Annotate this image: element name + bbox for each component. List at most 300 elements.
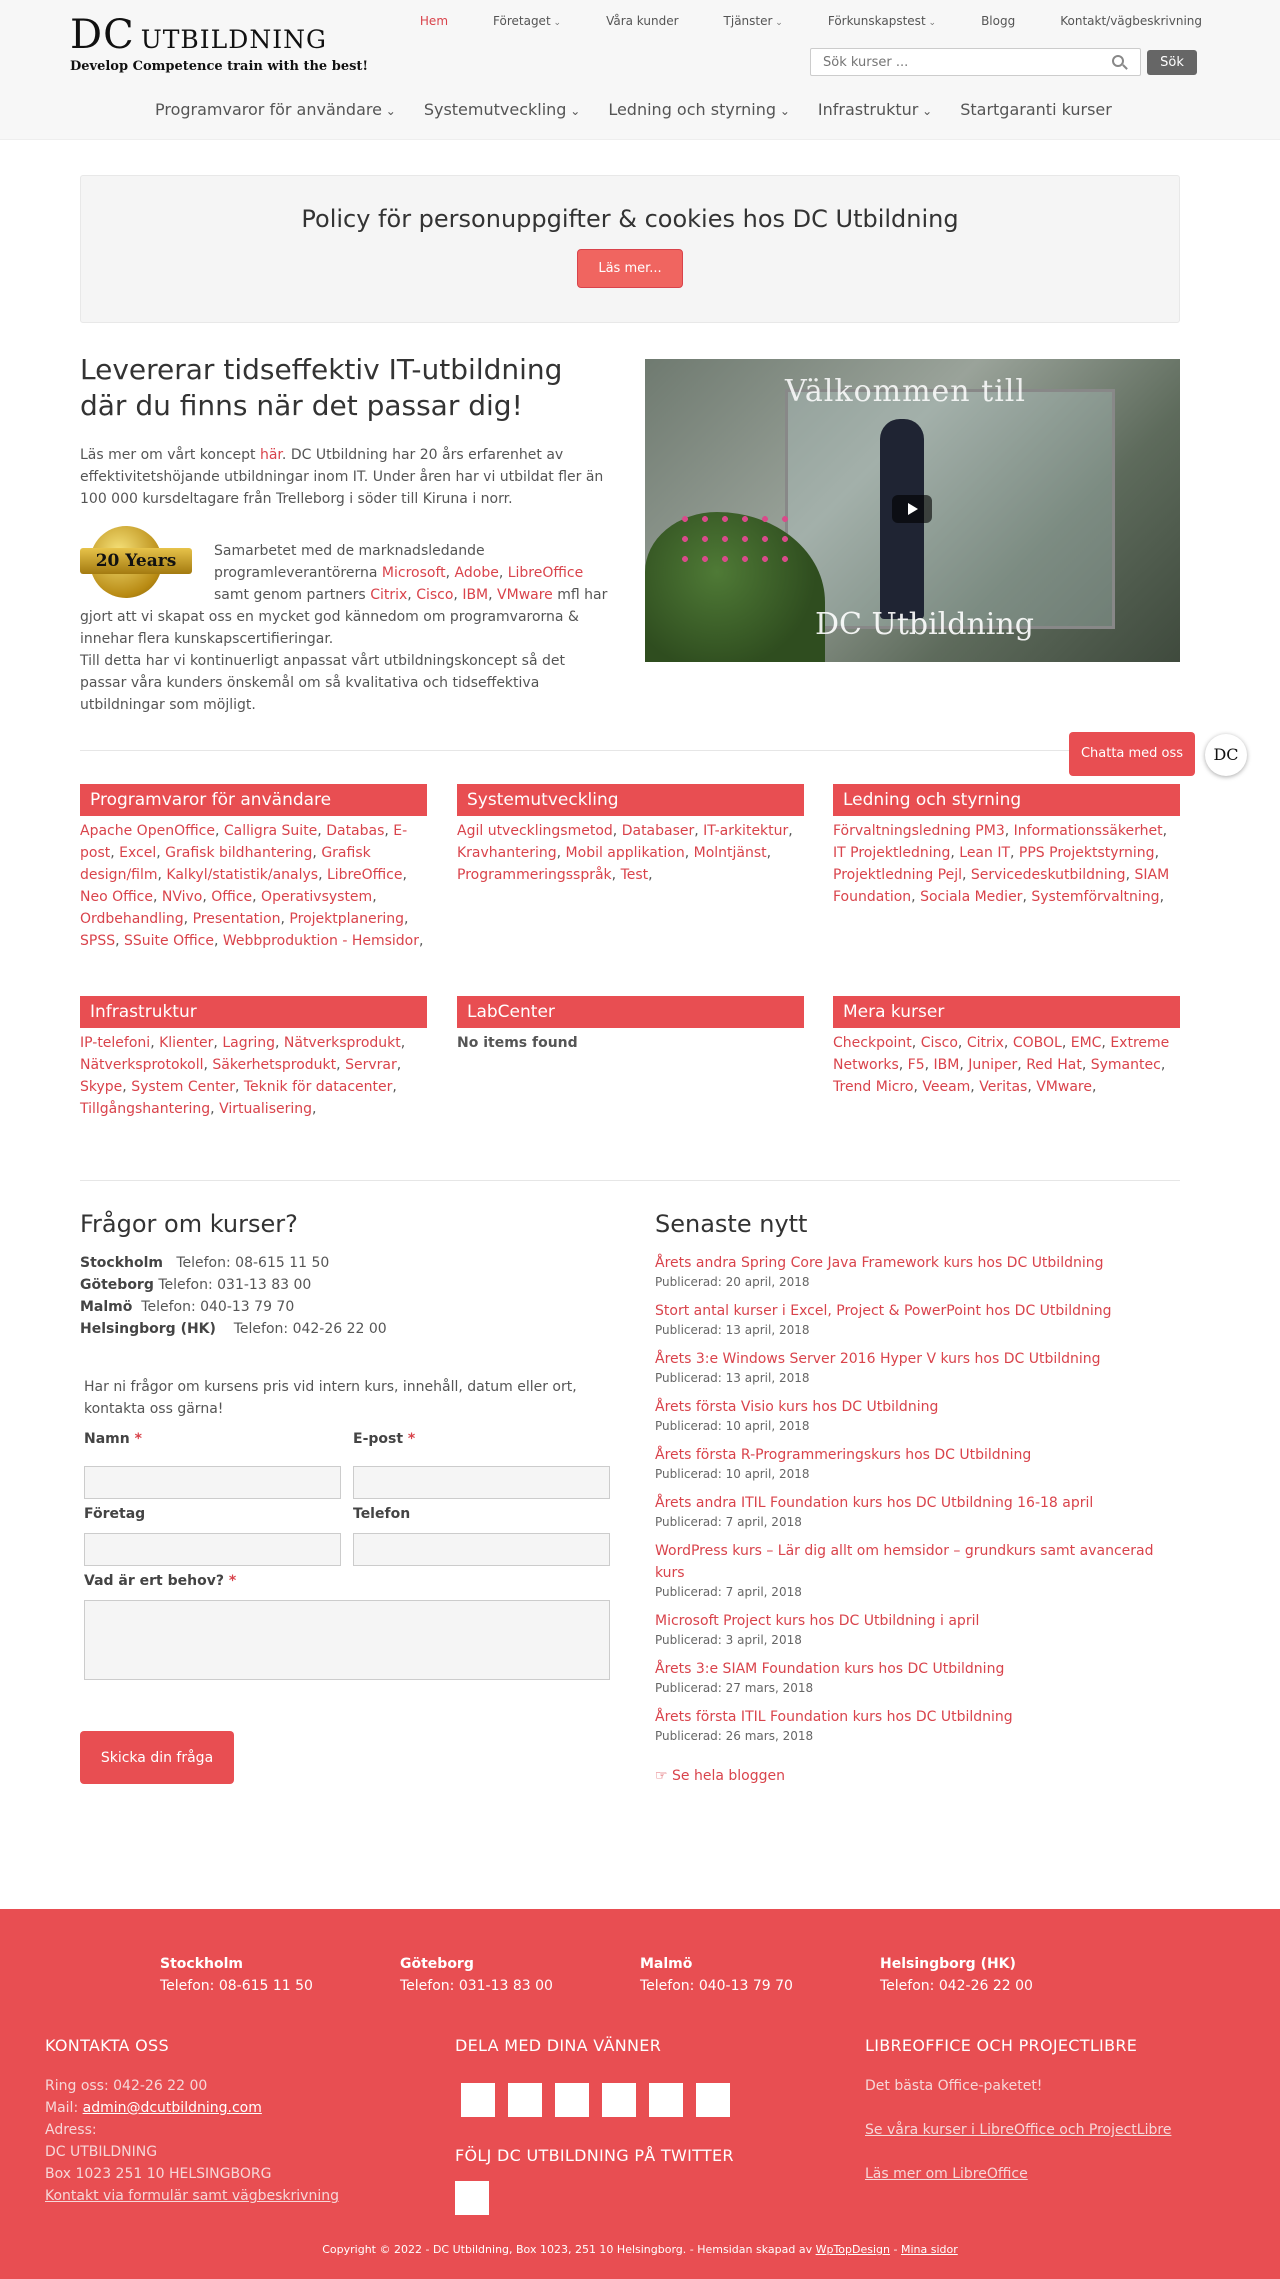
category-link[interactable]: COBOL [1012, 1035, 1062, 1051]
category-link[interactable]: Sociala Medier [920, 889, 1023, 905]
separator: , [312, 845, 322, 861]
separator: , [403, 911, 409, 927]
category-link[interactable]: Test [620, 867, 649, 883]
label-text: Namn [84, 1431, 130, 1447]
footer-office-phone: Telefon: 08-615 11 50 [160, 1978, 313, 1994]
category-title[interactable]: Systemutveckling [457, 784, 804, 816]
separator: , [203, 1057, 213, 1073]
footer-libre-text: Det bästa Office-paketet! [865, 2078, 1043, 2094]
separator: , [1022, 889, 1032, 905]
share-email-icon[interactable] [696, 2083, 730, 2117]
category-link[interactable]: Grafisk bildhantering [165, 845, 313, 861]
share-twitter-icon[interactable] [508, 2083, 542, 2117]
office-phone: Telefon: 08-615 11 50 [176, 1255, 330, 1271]
office-phone: Telefon: 040-13 79 70 [141, 1299, 295, 1315]
logo-dc: DC [70, 12, 135, 58]
category-links [457, 820, 804, 886]
category-link[interactable]: Säkerhetsprodukt [212, 1057, 337, 1073]
footer-libre-title: LIBREOFFICE OCH PROJECTLIBRE [865, 2036, 1138, 2055]
office-city: Helsingborg (HK) [80, 1321, 216, 1337]
vendor-link-microsoft[interactable]: Microsoft [381, 565, 446, 581]
separator: - [890, 2243, 901, 2256]
policy-banner [80, 175, 1180, 323]
footer-office-phone: Telefon: 031-13 83 00 [400, 1978, 553, 1994]
separator: , [312, 1101, 317, 1117]
separator: , [950, 845, 960, 861]
divider [80, 1180, 1180, 1181]
topnav-item-blogg[interactable]: Blogg [981, 14, 1016, 28]
separator: , [911, 1035, 921, 1051]
divider [80, 750, 1180, 751]
separator: , [1003, 1035, 1013, 1051]
category-link[interactable]: System Center [131, 1079, 235, 1095]
site-header [0, 0, 1280, 140]
separator: , [913, 1079, 923, 1095]
mail-label: Mail: [45, 2100, 83, 2116]
separator: , [788, 823, 793, 839]
category-box-mera-kurser [833, 996, 1180, 1098]
news-date: Publicerad: 20 april, 2018 [655, 1275, 810, 1289]
company-label: Företag [84, 1506, 146, 1522]
separator: , [157, 867, 167, 883]
search-input[interactable] [811, 49, 1091, 75]
separator: , [1101, 1035, 1111, 1051]
concept-link[interactable]: här [259, 447, 282, 463]
category-link[interactable]: IT Projektledning [833, 845, 951, 861]
office-list [80, 1252, 610, 1340]
contact-section [80, 1210, 610, 1766]
separator: , [213, 933, 223, 949]
category-link[interactable]: Calligra Suite [223, 823, 318, 839]
news-link[interactable]: Årets andra Spring Core Java Framework kurs hos DC Utbildning [655, 1255, 1104, 1271]
logo-name: UTBILDNING [140, 25, 327, 54]
category-link[interactable]: Projektledning Pejl [833, 867, 963, 883]
news-date: Publicerad: 10 april, 2018 [655, 1419, 810, 1433]
category-link[interactable]: Veritas [979, 1079, 1028, 1095]
news-date: Publicerad: 13 april, 2018 [655, 1371, 810, 1385]
separator: , [152, 889, 162, 905]
footer-office [160, 1953, 400, 1997]
separator: , [318, 867, 327, 883]
footer-address-label: Adress: [45, 2122, 97, 2138]
intro-section [80, 352, 610, 716]
search-icon[interactable] [1112, 55, 1124, 67]
separator: , [214, 823, 224, 839]
news-item [655, 1300, 1180, 1338]
news-item [655, 1348, 1180, 1386]
separator: , [766, 845, 772, 861]
category-link[interactable]: Informationssäkerhet [1013, 823, 1163, 839]
news-date: Publicerad: 3 april, 2018 [655, 1633, 802, 1647]
office-item [80, 1252, 610, 1274]
intro-text: Läs mer om vårt koncept [80, 447, 260, 463]
office-phone: Telefon: 031-13 83 00 [158, 1277, 312, 1293]
separator: , [648, 867, 653, 883]
share-facebook-icon[interactable] [461, 2083, 495, 2117]
policy-title: Policy för personuppgifter & cookies hos DC Utbildning [301, 205, 959, 233]
category-link[interactable]: Extreme Networks [833, 1035, 1170, 1073]
badge-label: 20 Years [80, 548, 192, 574]
category-link[interactable]: Nätverksprotokoll [80, 1057, 204, 1073]
category-link[interactable]: PPS Projektstyrning [1018, 845, 1155, 861]
topnav-item-tjanster[interactable]: Tjänster ⌄ [724, 14, 783, 28]
category-link[interactable]: Lean IT [959, 845, 1011, 861]
video-scene-entrance [785, 389, 1115, 629]
footer-libre-info-link[interactable]: Läs mer om LibreOffice [865, 2166, 1028, 2182]
category-link[interactable]: Servicedeskutbildning [970, 867, 1126, 883]
separator: , [115, 933, 125, 949]
need-label [84, 1570, 610, 1592]
category-link[interactable]: SSuite Office [124, 933, 214, 949]
separator: , [392, 1079, 397, 1095]
mainnav-item-systemutveckling[interactable]: Systemutveckling ⌄ [424, 100, 581, 119]
separator: , [694, 823, 704, 839]
label-text: E-post [353, 1431, 404, 1447]
category-link[interactable]: Grafisk design/film [80, 845, 371, 883]
category-link[interactable]: Nätverksprodukt [283, 1035, 401, 1051]
footer-address-line: Box 1023 251 10 HELSINGBORG [45, 2166, 272, 2182]
category-link[interactable]: Lagring [222, 1035, 275, 1051]
category-link[interactable]: Ordbehandling [80, 911, 184, 927]
separator: , [122, 1079, 132, 1095]
category-link[interactable]: Teknik för datacenter [243, 1079, 393, 1095]
separator: , [1017, 1057, 1027, 1073]
separator: , [210, 1101, 220, 1117]
separator: , [400, 1035, 406, 1051]
category-link[interactable]: Operativsystem [261, 889, 373, 905]
news-item [655, 1252, 1180, 1290]
share-pinterest-icon[interactable] [649, 2083, 683, 2117]
office-city: Stockholm [80, 1255, 163, 1271]
phone-label: Telefon [353, 1506, 411, 1522]
category-link[interactable]: LibreOffice [326, 867, 403, 883]
footer-office-city: Stockholm [160, 1956, 243, 1972]
intro-paragraph-1 [80, 444, 610, 510]
separator: , [336, 1057, 346, 1073]
news-item [655, 1706, 1180, 1744]
separator: , [234, 1079, 244, 1095]
search-button[interactable]: Sök [1147, 50, 1197, 75]
footer-share-title: DELA MED DINA VÄNNER [455, 2036, 662, 2055]
category-link[interactable]: Programmeringsspråk [457, 867, 612, 883]
category-link[interactable]: Apache OpenOffice [80, 823, 215, 839]
topnav-item-forkunskapstest[interactable]: Förkunskapstest ⌄ [828, 14, 936, 28]
footer-share [455, 2035, 795, 2215]
separator: , [1081, 1057, 1091, 1073]
category-link[interactable]: Databaser [621, 823, 695, 839]
office-phone: Telefon: 042-26 22 00 [233, 1321, 387, 1337]
news-section [655, 1210, 1180, 1784]
footer-offices [160, 1953, 1120, 1997]
news-date: Publicerad: 13 april, 2018 [655, 1323, 810, 1337]
footer-office-city: Göteborg [400, 1956, 474, 1972]
intro-text: . DC Utbildning har 20 års erfarenhet av effektivitetshöjande utbildningar inom IT. Under åren har vi utbildat fler än 100 000 kursdeltagare från Trelleborg i söder till Kiruna i norr. [80, 447, 604, 507]
news-date: Publicerad: 7 april, 2018 [655, 1515, 802, 1529]
category-links [80, 820, 427, 952]
footer-address-line: DC UTBILDNING [45, 2144, 158, 2160]
separator: , [384, 823, 394, 839]
footer-office [400, 1953, 640, 1997]
news-date: Publicerad: 10 april, 2018 [655, 1467, 810, 1481]
office-item [80, 1296, 610, 1318]
category-link[interactable]: Veeam [922, 1079, 971, 1095]
topnav-item-kontakt[interactable]: Kontakt/vägbeskrivning [1060, 14, 1202, 28]
email-field[interactable] [353, 1466, 610, 1499]
category-link[interactable]: Citrix [966, 1035, 1004, 1051]
category-links [80, 1032, 427, 1120]
category-link[interactable]: Presentation [192, 911, 281, 927]
category-link[interactable]: Virtualisering [219, 1101, 313, 1117]
news-item [655, 1658, 1180, 1696]
category-link[interactable]: Klienter [159, 1035, 214, 1051]
mainnav-item-startgaranti[interactable]: Startgaranti kurser [960, 100, 1112, 119]
category-link[interactable]: NVivo [161, 889, 203, 905]
category-link[interactable]: IP-telefoni [80, 1035, 151, 1051]
vendor-link-adobe[interactable]: Adobe [454, 565, 499, 581]
phone-field[interactable] [353, 1533, 610, 1566]
footer-office-city: Helsingborg (HK) [880, 1956, 1016, 1972]
partner-link-vmware[interactable]: VMware [497, 587, 553, 603]
news-link[interactable]: Årets 3:e Windows Server 2016 Hyper V kurs hos DC Utbildning [655, 1351, 1101, 1367]
category-link[interactable]: Kalkyl/statistik/analys [166, 867, 319, 883]
separator: , [1010, 845, 1019, 861]
category-link[interactable]: Neo Office [80, 889, 153, 905]
category-title[interactable]: Mera kurser [833, 996, 1180, 1028]
news-item [655, 1540, 1180, 1600]
footer-office-city: Malmö [640, 1956, 693, 1972]
separator: , [611, 867, 621, 883]
separator: , [156, 845, 166, 861]
separator: , [150, 1035, 160, 1051]
news-link[interactable]: Årets första Visio kurs hos DC Utbildning [655, 1399, 939, 1415]
category-link[interactable]: Webbproduktion - Hemsidor [222, 933, 420, 949]
separator: , [1027, 1079, 1037, 1095]
footer-twitter-title: FÖLJ DC UTBILDNING PÅ TWITTER [455, 2146, 734, 2165]
intro-paragraph-3: Till detta har vi kontinuerligt anpassat vårt utbildningskoncept så det passar våra kunders önskemål om så kvalitativa och tidseffektiva utbildningar som möjligt. [80, 653, 565, 713]
intro-video[interactable] [645, 359, 1180, 662]
separator: , [252, 889, 262, 905]
main-navigation [155, 100, 1140, 119]
news-list [655, 1252, 1180, 1744]
required-marker: * [407, 1431, 416, 1447]
separator: , [684, 845, 694, 861]
footer-contact-title: KONTAKTA OSS [45, 2036, 169, 2055]
news-item [655, 1444, 1180, 1482]
footer-mail-link[interactable]: admin@dcutbildning.com [82, 2100, 262, 2116]
email-label [353, 1428, 610, 1450]
name-field[interactable] [84, 1466, 341, 1499]
required-marker: * [134, 1431, 142, 1447]
news-link[interactable]: Årets 3:e SIAM Foundation kurs hos DC Utbildning [655, 1661, 1005, 1677]
footer-office-phone: Telefon: 042-26 22 00 [880, 1978, 1033, 1994]
category-links [833, 1032, 1180, 1098]
category-title[interactable]: Programvaror för användare [80, 784, 427, 816]
separator: , [372, 889, 377, 905]
video-title-brand: DC Utbildning [815, 607, 1034, 642]
all-posts-label[interactable]: Se hela bloggen [672, 1768, 785, 1784]
share-linkedin-icon[interactable] [555, 2083, 589, 2117]
need-textarea[interactable] [84, 1600, 610, 1680]
category-link[interactable]: Systemförvaltning [1031, 889, 1160, 905]
partner-link-ibm[interactable]: IBM [462, 587, 489, 603]
news-link[interactable]: Årets första R-Programmeringskurs hos DC Utbildning [655, 1447, 1032, 1463]
category-link[interactable]: Excel [119, 845, 157, 861]
category-link[interactable]: IBM [933, 1057, 960, 1073]
chat-button[interactable]: Chatta med oss [1069, 732, 1195, 776]
category-link[interactable]: Databas [326, 823, 385, 839]
category-link[interactable]: Juniper [968, 1057, 1018, 1073]
category-box-labcenter [457, 996, 804, 1054]
topnav-item-foretaget[interactable]: Företaget ⌄ [493, 14, 561, 28]
partner-link-cisco[interactable]: Cisco [416, 587, 454, 603]
footer-libre-courses-link[interactable]: Se våra kurser i LibreOffice och ProjectLibre [865, 2122, 1172, 2138]
news-title: Senaste nytt [655, 1210, 808, 1238]
footer-form-link[interactable]: Kontakt via formulär samt vägbeskrivning [45, 2188, 339, 2204]
video-scene-flowers [675, 509, 795, 569]
thumb-icon: ☞ [655, 1768, 668, 1784]
site-logo[interactable] [70, 12, 368, 74]
category-link[interactable]: IT-arkitektur [703, 823, 789, 839]
partner-link-citrix[interactable]: Citrix [370, 587, 408, 603]
name-label [84, 1428, 341, 1450]
footer-phone: Ring oss: 042-26 22 00 [45, 2078, 208, 2094]
separator: , [183, 911, 193, 927]
intro-text: Samarbetet med de marknadsledande programleverantörerna [214, 543, 485, 581]
footer-office [640, 1953, 880, 1997]
share-google-icon[interactable] [602, 2083, 636, 2117]
category-link[interactable]: SIAM Foundation [833, 867, 1170, 905]
category-box-programvaror [80, 784, 427, 952]
news-item [655, 1396, 1180, 1434]
vendor-link-libreoffice[interactable]: LibreOffice [507, 565, 584, 581]
intro-text: samt genom partners [214, 587, 371, 603]
share-buttons [461, 2083, 795, 2117]
category-link[interactable]: Cisco [920, 1035, 958, 1051]
form-intro: Har ni frågor om kursens pris vid intern kurs, innehåll, datum eller ort, kontakta oss gärna! [84, 1379, 577, 1417]
news-link[interactable]: Stort antal kurser i Excel, Project & PowerPoint hos DC Utbildning [655, 1303, 1112, 1319]
category-link[interactable]: Symantec [1090, 1057, 1161, 1073]
twenty-years-badge [80, 526, 192, 598]
footer-mail [45, 2097, 385, 2119]
all-posts-link[interactable] [655, 1768, 1180, 1784]
news-link[interactable]: Microsoft Project kurs hos DC Utbildning i april [655, 1613, 980, 1629]
office-item [80, 1274, 610, 1296]
twitter-follow-icon[interactable] [455, 2181, 489, 2215]
mainnav-item-programvaror[interactable]: Programvaror för användare ⌄ [155, 100, 396, 119]
play-icon[interactable] [892, 495, 932, 523]
my-pages-link[interactable]: Mina sidor [900, 2243, 958, 2256]
separator: , [1125, 867, 1135, 883]
category-links [833, 820, 1180, 908]
category-link[interactable]: Förvaltningsledning PM3 [833, 823, 1005, 839]
category-link[interactable]: Skype [80, 1079, 123, 1095]
footer-office [880, 1953, 1120, 1997]
category-link[interactable]: Servrar [345, 1057, 397, 1073]
intro-paragraph-2: 20 Years Samarbetet med de marknadsledande programleverantörerna Microsoft, Adobe, LibreOffice samt genom partners Citrix, Cisco, IBM, VMware mfl har gjort att vi skapat oss en mycket god kännedom om programvarorna & innehar flera kunskapscertifieringar. Till detta har vi kontinuerligt anpassat vårt utbildningskoncept så det passar våra kunders önskemål om så kvalitativa och tidseffektiva utbildningar som möjligt. [80, 524, 610, 716]
separator: , [612, 823, 622, 839]
category-link[interactable]: E-post [80, 823, 408, 861]
category-title[interactable]: LabCenter [457, 996, 804, 1028]
copyright-text: Copyright © 2022 - DC Utbildning, Box 1023, 251 10 Helsingborg. - Hemsidan skapad av [322, 2243, 816, 2256]
company-field[interactable] [84, 1533, 341, 1566]
footer-libre [865, 2035, 1205, 2207]
separator: , [202, 889, 212, 905]
separator: , [556, 845, 566, 861]
office-city: Göteborg [80, 1277, 154, 1293]
category-link[interactable]: Red Hat [1026, 1057, 1082, 1073]
news-link[interactable]: Årets första ITIL Foundation kurs hos DC Utbildning [655, 1709, 1013, 1725]
category-link[interactable]: Tillgångshantering [80, 1101, 211, 1117]
category-box-infrastruktur [80, 996, 427, 1120]
office-item [80, 1318, 610, 1340]
copyright [0, 2243, 1280, 2256]
separator: , [962, 867, 971, 883]
category-link[interactable]: F5 [907, 1057, 925, 1073]
news-link[interactable]: WordPress kurs – Lär dig allt om hemsidor – grundkurs samt avancerad kurs [655, 1543, 1154, 1581]
category-link[interactable]: Checkpoint [833, 1035, 912, 1051]
mainnav-item-ledning[interactable]: Ledning och styrning ⌄ [608, 100, 790, 119]
separator: , [213, 1035, 223, 1051]
separator: , [1162, 823, 1168, 839]
separator: , [110, 845, 120, 861]
category-link[interactable]: Trend Micro [833, 1079, 914, 1095]
chat-avatar[interactable]: DC [1205, 734, 1247, 776]
separator: , [402, 867, 407, 883]
topnav-item-vara-kunder[interactable]: Våra kunder [606, 14, 679, 28]
news-link[interactable]: Årets andra ITIL Foundation kurs hos DC Utbildning 16-18 april [655, 1495, 1094, 1511]
category-title[interactable]: Infrastruktur [80, 996, 427, 1028]
mainnav-item-infrastruktur[interactable]: Infrastruktur ⌄ [818, 100, 932, 119]
submit-question-button[interactable]: Skicka din fråga [80, 1731, 234, 1784]
policy-read-more-button[interactable]: Läs mer... [577, 249, 682, 288]
separator: , [1004, 823, 1014, 839]
news-item [655, 1492, 1180, 1530]
office-city: Malmö [80, 1299, 133, 1315]
category-box-systemutveckling [457, 784, 804, 886]
topnav-item-hem[interactable]: Hem [419, 14, 449, 28]
credit-link[interactable]: WpTopDesign [815, 2243, 890, 2256]
category-link[interactable]: Molntjänst [693, 845, 767, 861]
footer-office-phone: Telefon: 040-13 79 70 [640, 1978, 793, 1994]
news-item [655, 1610, 1180, 1648]
category-link[interactable]: VMware [1036, 1079, 1092, 1095]
separator: , [1154, 845, 1160, 861]
category-link[interactable]: Office [211, 889, 253, 905]
category-link[interactable]: EMC [1070, 1035, 1102, 1051]
category-link[interactable]: Mobil applikation [565, 845, 685, 861]
category-link[interactable]: Agil utvecklingsmetod [457, 823, 613, 839]
separator: , [957, 1035, 967, 1051]
no-items-text: No items found [457, 1035, 578, 1051]
news-date: Publicerad: 7 april, 2018 [655, 1585, 802, 1599]
news-date: Publicerad: 26 mars, 2018 [655, 1729, 814, 1743]
separator: , [898, 1057, 908, 1073]
category-title[interactable]: Ledning och styrning [833, 784, 1180, 816]
top-navigation [375, 14, 1202, 28]
separator: , [1159, 889, 1165, 905]
separator: , [274, 1035, 284, 1051]
separator: , [1091, 1079, 1097, 1095]
news-date: Publicerad: 27 mars, 2018 [655, 1681, 814, 1695]
category-link[interactable]: SPSS [80, 933, 116, 949]
separator: , [1061, 1035, 1071, 1051]
required-marker: * [228, 1573, 237, 1589]
category-link[interactable]: Kravhantering [457, 845, 557, 861]
separator: , [970, 1079, 980, 1095]
category-link[interactable]: Projektplanering [289, 911, 404, 927]
video-title-welcome: Välkommen till [785, 374, 1026, 409]
label-text: Vad är ert behov? [84, 1573, 224, 1589]
